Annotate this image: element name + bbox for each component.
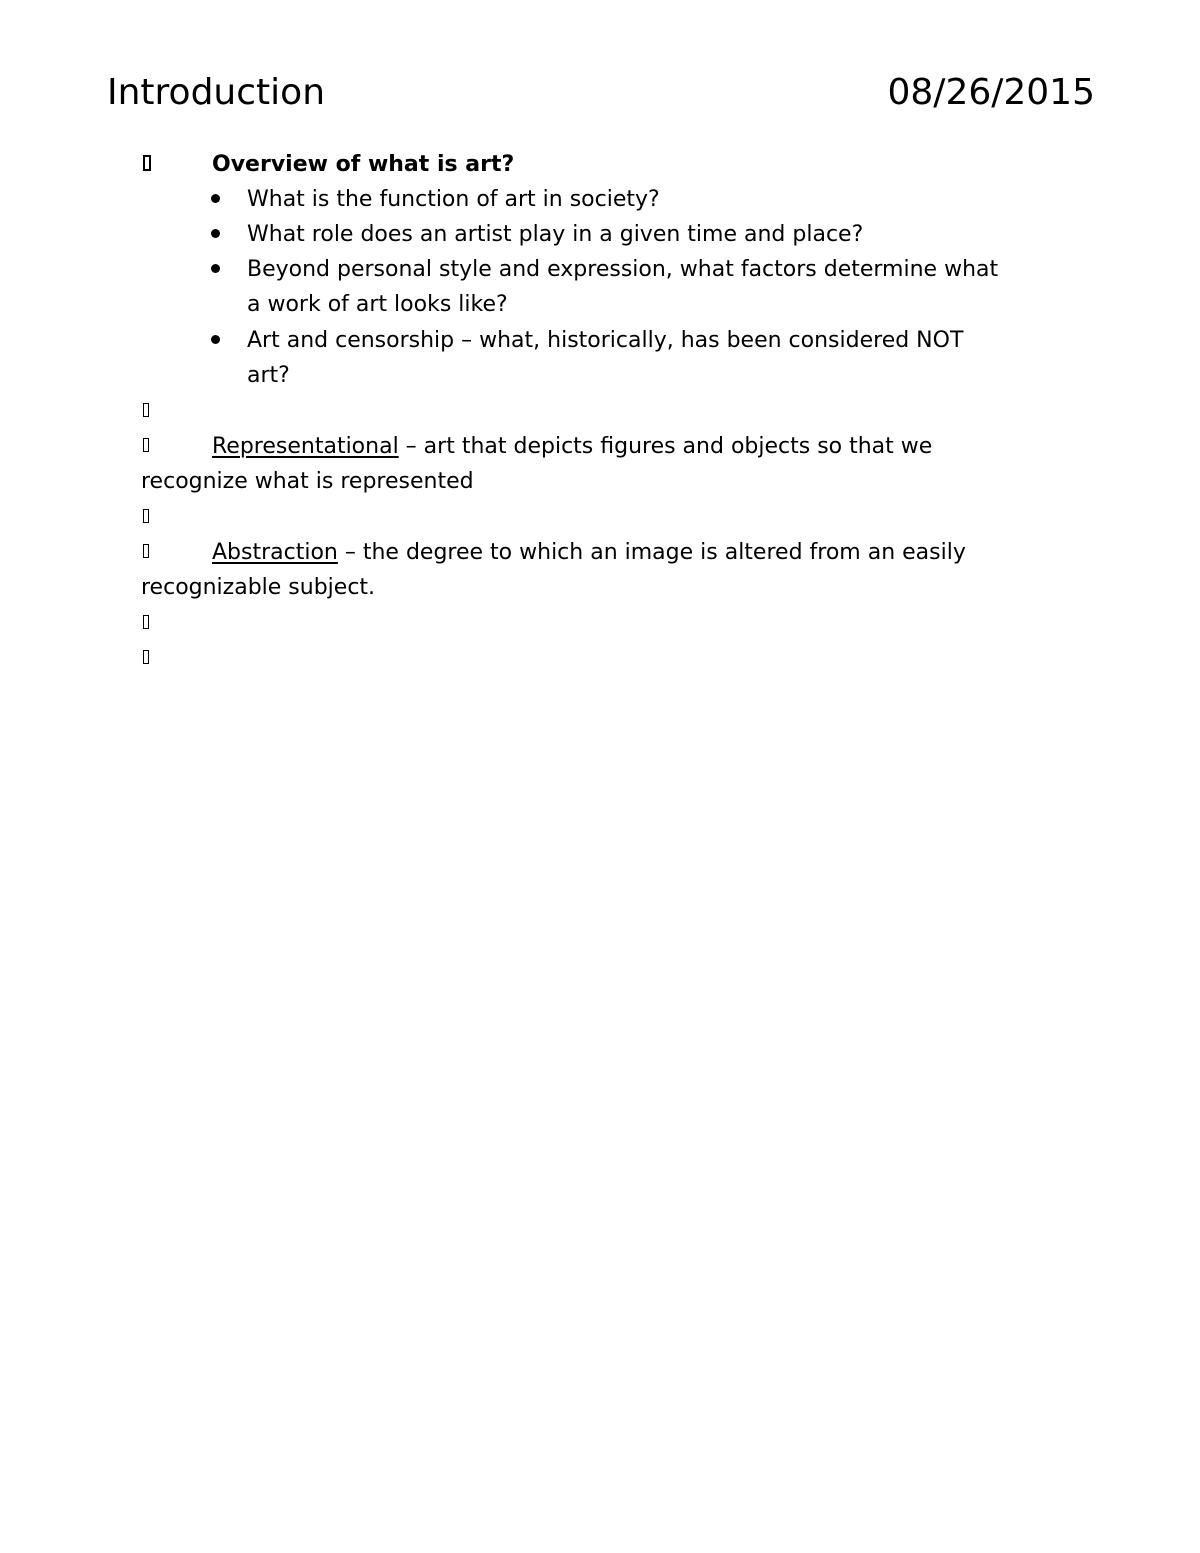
bullet-dot-icon xyxy=(211,229,220,238)
page-date: 08/26/2015 xyxy=(887,72,1095,113)
definition-representational xyxy=(212,429,932,464)
definition-continuation: recognizable subject. xyxy=(141,575,376,600)
definition-text: – the degree to which an image is altered from an easily xyxy=(337,540,966,565)
term-representational: Representational xyxy=(212,434,399,459)
bullet-dot-icon xyxy=(211,335,220,344)
list-item-continuation: art? xyxy=(247,363,290,388)
page-title: Introduction xyxy=(107,72,326,113)
page-header xyxy=(107,70,1095,120)
checkbox-bullet-icon xyxy=(143,155,151,171)
checkbox-bullet-icon xyxy=(143,544,149,558)
checkbox-bullet-icon xyxy=(143,650,149,664)
list-item: Art and censorship – what, historically, has been considered NOT xyxy=(247,328,964,353)
list-item: Beyond personal style and expression, what factors determine what xyxy=(247,257,999,282)
section-heading: Overview of what is art? xyxy=(212,152,515,177)
definition-text: – art that depicts figures and objects so that we xyxy=(398,434,933,459)
definition-continuation: recognize what is represented xyxy=(141,469,474,494)
definition-abstraction xyxy=(212,535,966,570)
list-item-continuation: a work of art looks like? xyxy=(247,292,508,317)
checkbox-bullet-icon xyxy=(143,438,149,452)
checkbox-bullet-icon xyxy=(143,615,149,629)
checkbox-bullet-icon xyxy=(143,509,149,523)
list-item: What is the function of art in society? xyxy=(247,187,660,212)
term-abstraction: Abstraction xyxy=(212,540,338,565)
bullet-dot-icon xyxy=(211,194,220,203)
checkbox-bullet-icon xyxy=(143,403,149,417)
bullet-dot-icon xyxy=(211,264,220,273)
list-item: What role does an artist play in a given time and place? xyxy=(247,222,864,247)
